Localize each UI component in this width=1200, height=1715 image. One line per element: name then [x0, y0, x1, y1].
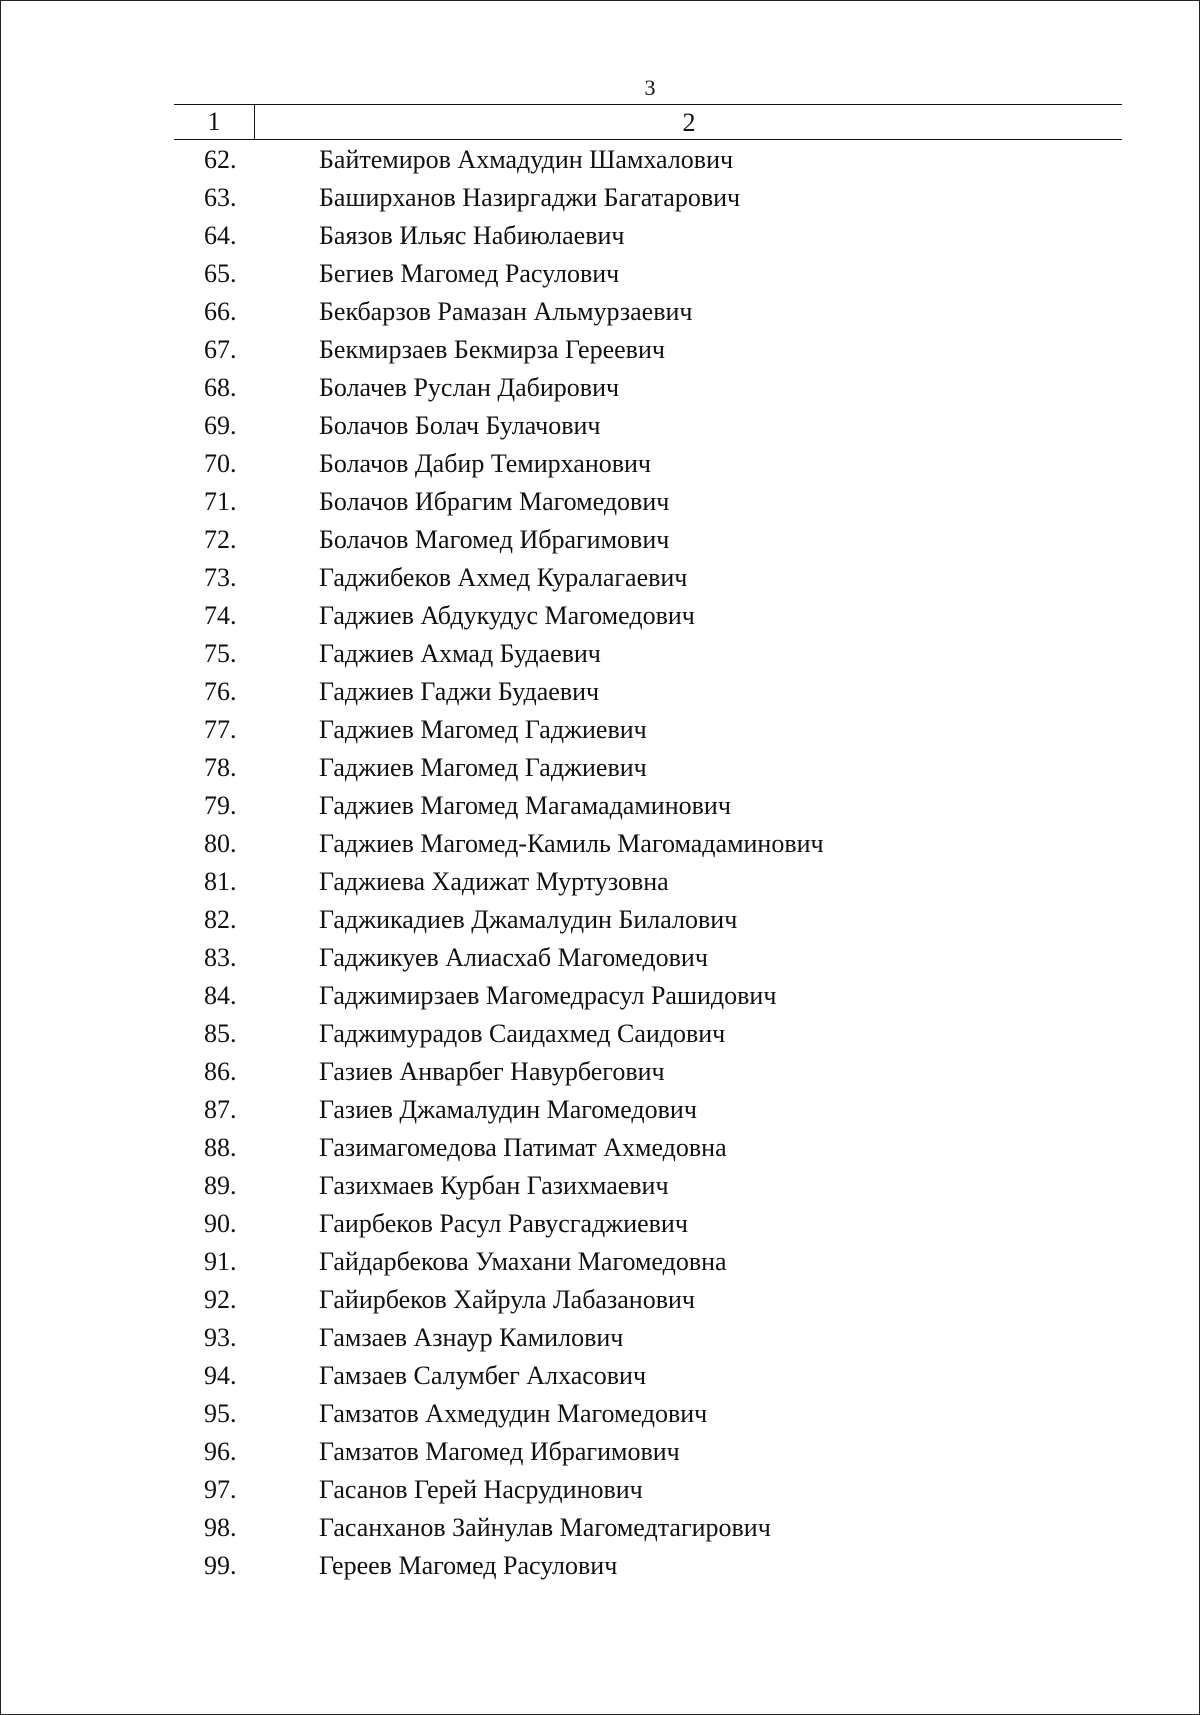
list-item [190, 863, 1120, 901]
person-name: Гереев Магомед Расулович [319, 1551, 618, 1580]
person-name: Гасанов Герей Насрудинович [319, 1475, 643, 1504]
list-item [190, 483, 1120, 521]
list-item [190, 1281, 1120, 1319]
list-item [190, 977, 1120, 1015]
person-name: Гасанханов Зайнулав Магомедтагирович [319, 1513, 771, 1542]
list-item [190, 1167, 1120, 1205]
list-item [190, 1357, 1120, 1395]
person-name: Болачов Ибрагим Магомедович [319, 487, 670, 516]
item-number: 96. [204, 1437, 237, 1466]
person-name: Гаджибеков Ахмед Куралагаевич [319, 563, 688, 592]
list-item [190, 635, 1120, 673]
item-number: 76. [204, 677, 237, 706]
list-item [190, 901, 1120, 939]
person-name: Гаджиев Абдукудус Магомедович [319, 601, 695, 630]
list-item [190, 1205, 1120, 1243]
person-name: Гамзаев Азнаур Камилович [319, 1323, 624, 1352]
item-number: 69. [204, 411, 237, 440]
column-1-header: 1 [207, 107, 221, 136]
item-number: 71. [204, 487, 237, 516]
item-number: 97. [204, 1475, 237, 1504]
person-name: Бегиев Магомед Расулович [319, 259, 620, 288]
item-number: 68. [204, 373, 237, 402]
item-number: 93. [204, 1323, 237, 1352]
person-name: Газихмаев Курбан Газихмаевич [319, 1171, 669, 1200]
list-item [190, 407, 1120, 445]
list-item [190, 749, 1120, 787]
person-name: Гаджиева Хадижат Муртузовна [319, 867, 669, 896]
name-list [190, 141, 1120, 1585]
list-item [190, 787, 1120, 825]
item-number: 81. [204, 867, 237, 896]
person-name: Байтемиров Ахмадудин Шамхалович [319, 145, 734, 174]
list-item [190, 1319, 1120, 1357]
item-number: 74. [204, 601, 237, 630]
list-item [190, 141, 1120, 179]
list-item [190, 293, 1120, 331]
person-name: Гаджиев Магомед-Камиль Магомадаминович [319, 829, 824, 858]
person-name: Гамзаев Салумбег Алхасович [319, 1361, 647, 1390]
item-number: 87. [204, 1095, 237, 1124]
item-number: 80. [204, 829, 237, 858]
header-bottom-rule [174, 139, 1122, 140]
person-name: Гаджиев Магомед Гаджиевич [319, 753, 647, 782]
list-item [190, 1395, 1120, 1433]
item-number: 99. [204, 1551, 237, 1580]
column-2-header: 2 [682, 108, 696, 137]
person-name: Болачов Болач Булачович [319, 411, 601, 440]
list-item [190, 255, 1120, 293]
person-name: Гамзатов Магомед Ибрагимович [319, 1437, 680, 1466]
list-item [190, 179, 1120, 217]
item-number: 62. [204, 145, 237, 174]
person-name: Гаджимурадов Саидахмед Саидович [319, 1019, 726, 1048]
person-name: Болачов Магомед Ибрагимович [319, 525, 670, 554]
list-item [190, 331, 1120, 369]
item-number: 83. [204, 943, 237, 972]
list-item [190, 445, 1120, 483]
person-name: Гайирбеков Хайрула Лабазанович [319, 1285, 695, 1314]
person-name: Бекбарзов Рамазан Альмурзаевич [319, 297, 693, 326]
item-number: 75. [204, 639, 237, 668]
list-item [190, 1471, 1120, 1509]
person-name: Газиев Джамалудин Магомедович [319, 1095, 697, 1124]
person-name: Гаджикадиев Джамалудин Билалович [319, 905, 738, 934]
item-number: 98. [204, 1513, 237, 1542]
person-name: Газимагомедова Патимат Ахмедовна [319, 1133, 727, 1162]
person-name: Гаджиев Ахмад Будаевич [319, 639, 601, 668]
item-number: 66. [204, 297, 237, 326]
item-number: 63. [204, 183, 237, 212]
item-number: 85. [204, 1019, 237, 1048]
item-number: 79. [204, 791, 237, 820]
person-name: Гайдарбекова Умахани Магомедовна [319, 1247, 727, 1276]
header-column-divider [254, 104, 255, 139]
item-number: 84. [204, 981, 237, 1010]
item-number: 90. [204, 1209, 237, 1238]
person-name: Болачов Дабир Темирханович [319, 449, 652, 478]
item-number: 89. [204, 1171, 237, 1200]
item-number: 70. [204, 449, 237, 478]
item-number: 82. [204, 905, 237, 934]
list-item [190, 597, 1120, 635]
list-item [190, 1015, 1120, 1053]
item-number: 86. [204, 1057, 237, 1086]
item-number: 78. [204, 753, 237, 782]
list-item [190, 217, 1120, 255]
list-item [190, 559, 1120, 597]
person-name: Гаджиев Магомед Гаджиевич [319, 715, 647, 744]
list-item [190, 1129, 1120, 1167]
list-item [190, 521, 1120, 559]
list-item [190, 825, 1120, 863]
item-number: 77. [204, 715, 237, 744]
list-item [190, 1091, 1120, 1129]
item-number: 95. [204, 1399, 237, 1428]
item-number: 88. [204, 1133, 237, 1162]
person-name: Гаджиев Гаджи Будаевич [319, 677, 600, 706]
person-name: Газиев Анварбег Навурбегович [319, 1057, 665, 1086]
item-number: 64. [204, 221, 237, 250]
list-item [190, 1433, 1120, 1471]
item-number: 67. [204, 335, 237, 364]
list-item [190, 673, 1120, 711]
person-name: Баязов Ильяс Набиюлаевич [319, 221, 625, 250]
item-number: 72. [204, 525, 237, 554]
person-name: Болачев Руслан Дабирович [319, 373, 620, 402]
person-name: Гамзатов Ахмедудин Магомедович [319, 1399, 708, 1428]
list-item [190, 1053, 1120, 1091]
person-name: Гаджимирзаев Магомедрасул Рашидович [319, 981, 777, 1010]
list-item [190, 1509, 1120, 1547]
person-name: Гаирбеков Расул Равусгаджиевич [319, 1209, 688, 1238]
list-item [190, 1547, 1120, 1585]
item-number: 65. [204, 259, 237, 288]
person-name: Баширханов Назиргаджи Багатарович [319, 183, 741, 212]
page-number: 3 [644, 75, 656, 100]
list-item [190, 939, 1120, 977]
person-name: Гаджиев Магомед Магамадаминович [319, 791, 731, 820]
list-item [190, 1243, 1120, 1281]
item-number: 92. [204, 1285, 237, 1314]
person-name: Бекмирзаев Бекмирза Гереевич [319, 335, 665, 364]
list-item [190, 369, 1120, 407]
item-number: 73. [204, 563, 237, 592]
person-name: Гаджикуев Алиасхаб Магомедович [319, 943, 708, 972]
item-number: 94. [204, 1361, 237, 1390]
item-number: 91. [204, 1247, 237, 1276]
list-item [190, 711, 1120, 749]
